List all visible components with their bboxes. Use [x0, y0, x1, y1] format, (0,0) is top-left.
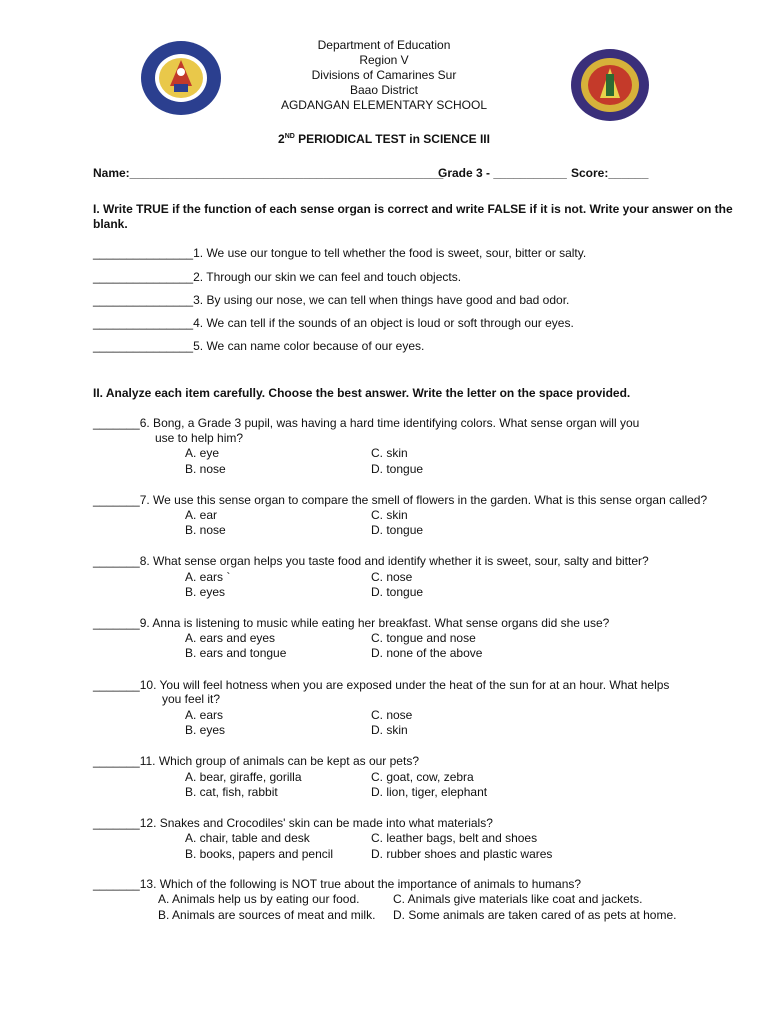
part2-instruction: II. Analyze each item carefully. Choose the best answer. Write the letter on the space provided.: [93, 386, 631, 400]
header-line-1: Department of Education: [317, 38, 451, 52]
q8-option-c: C. nose: [371, 570, 413, 584]
q6-option-d: D. tongue: [371, 462, 424, 476]
question-12: _______12. Snakes and Crocodiles' skin can be made into what materials?: [93, 816, 493, 830]
q6-option-b: B. nose: [185, 462, 226, 476]
part1-instruction-cont: blank.: [93, 217, 128, 231]
q8-option-d: D. tongue: [371, 585, 424, 599]
q12-option-a: A. chair, table and desk: [185, 831, 310, 845]
header-line-5: AGDANGAN ELEMENTARY SCHOOL: [280, 98, 488, 112]
q11-option-a: A. bear, giraffe, gorilla: [185, 770, 302, 784]
q9-option-c: C. tongue and nose: [371, 631, 476, 645]
q9-option-d: D. none of the above: [371, 646, 483, 660]
q12-option-d: D. rubber shoes and plastic wares: [371, 847, 553, 861]
test-title: 2ND PERIODICAL TEST in SCIENCE III: [278, 132, 490, 146]
q7-option-c: C. skin: [371, 508, 408, 522]
part1-item-4: _______________4. We can tell if the sounds of an object is loud or soft through our eyes.: [93, 316, 574, 330]
q13-option-a: A. Animals help us by eating our food.: [158, 892, 360, 906]
q8-option-a: A. ears `: [185, 570, 231, 584]
q10-option-d: D. skin: [371, 723, 408, 737]
part1-item-3: _______________3. By using our nose, we can tell when things have good and bad odor.: [93, 293, 570, 307]
question-9: _______9. Anna is listening to music while eating her breakfast. What sense organs did she use?: [93, 616, 610, 630]
score-field: Score:______: [571, 166, 649, 180]
q13-option-c: C. Animals give materials like coat and jackets.: [393, 892, 643, 906]
part1-item-5: _______________5. We can name color because of our eyes.: [93, 339, 425, 353]
question-6: _______6. Bong, a Grade 3 pupil, was having a hard time identifying colors. What sense organ will you: [93, 416, 640, 430]
q8-option-b: B. eyes: [185, 585, 226, 599]
header-line-2: Region V: [359, 53, 409, 67]
q10-option-a: A. ears: [185, 708, 224, 722]
q7-option-a: A. ear: [185, 508, 218, 522]
header-line-4: Baao District: [349, 83, 419, 97]
q11-option-c: C. goat, cow, zebra: [371, 770, 474, 784]
question-10-cont: you feel it?: [162, 692, 221, 706]
q6-option-a: A. eye: [185, 446, 220, 460]
grade-field: Grade 3 - ___________: [438, 166, 567, 180]
name-field: Name:_______________________________________________: [93, 166, 444, 180]
part1-instruction: I. Write TRUE if the function of each sense organ is correct and write FALSE if it is not. Write your answer on the: [93, 202, 733, 216]
q12-option-b: B. books, papers and pencil: [185, 847, 334, 861]
q6-option-c: C. skin: [371, 446, 408, 460]
question-6-cont: use to help him?: [155, 431, 244, 445]
part1-item-1: _______________1. We use our tongue to tell whether the food is sweet, sour, bitter or salty.: [93, 246, 587, 260]
q10-option-b: B. eyes: [185, 723, 226, 737]
q11-option-b: B. cat, fish, rabbit: [185, 785, 278, 799]
header-line-3: Divisions of Camarines Sur: [311, 68, 457, 82]
q11-option-d: D. lion, tiger, elephant: [371, 785, 488, 799]
q13-option-d: D. Some animals are taken cared of as pets at home.: [393, 908, 677, 922]
q9-option-b: B. ears and tongue: [185, 646, 287, 660]
question-10: _______10. You will feel hotness when you are exposed under the heat of the sun for at an hour. What helps: [93, 678, 670, 692]
q7-option-d: D. tongue: [371, 523, 424, 537]
q12-option-c: C. leather bags, belt and shoes: [371, 831, 538, 845]
q13-option-b: B. Animals are sources of meat and milk.: [158, 908, 376, 922]
question-11: _______11. Which group of animals can be kept as our pets?: [93, 754, 419, 768]
question-13: _______13. Which of the following is NOT true about the importance of animals to humans?: [93, 877, 582, 891]
q10-option-c: C. nose: [371, 708, 413, 722]
question-8: _______8. What sense organ helps you taste food and identify whether it is sweet, sour, salty and bitter?: [93, 554, 649, 568]
q9-option-a: A. ears and eyes: [185, 631, 276, 645]
part1-item-2: _______________2. Through our skin we can feel and touch objects.: [93, 270, 462, 284]
q7-option-b: B. nose: [185, 523, 226, 537]
question-7: _______7. We use this sense organ to compare the smell of flowers in the garden. What is this sense organ called?: [93, 493, 708, 507]
